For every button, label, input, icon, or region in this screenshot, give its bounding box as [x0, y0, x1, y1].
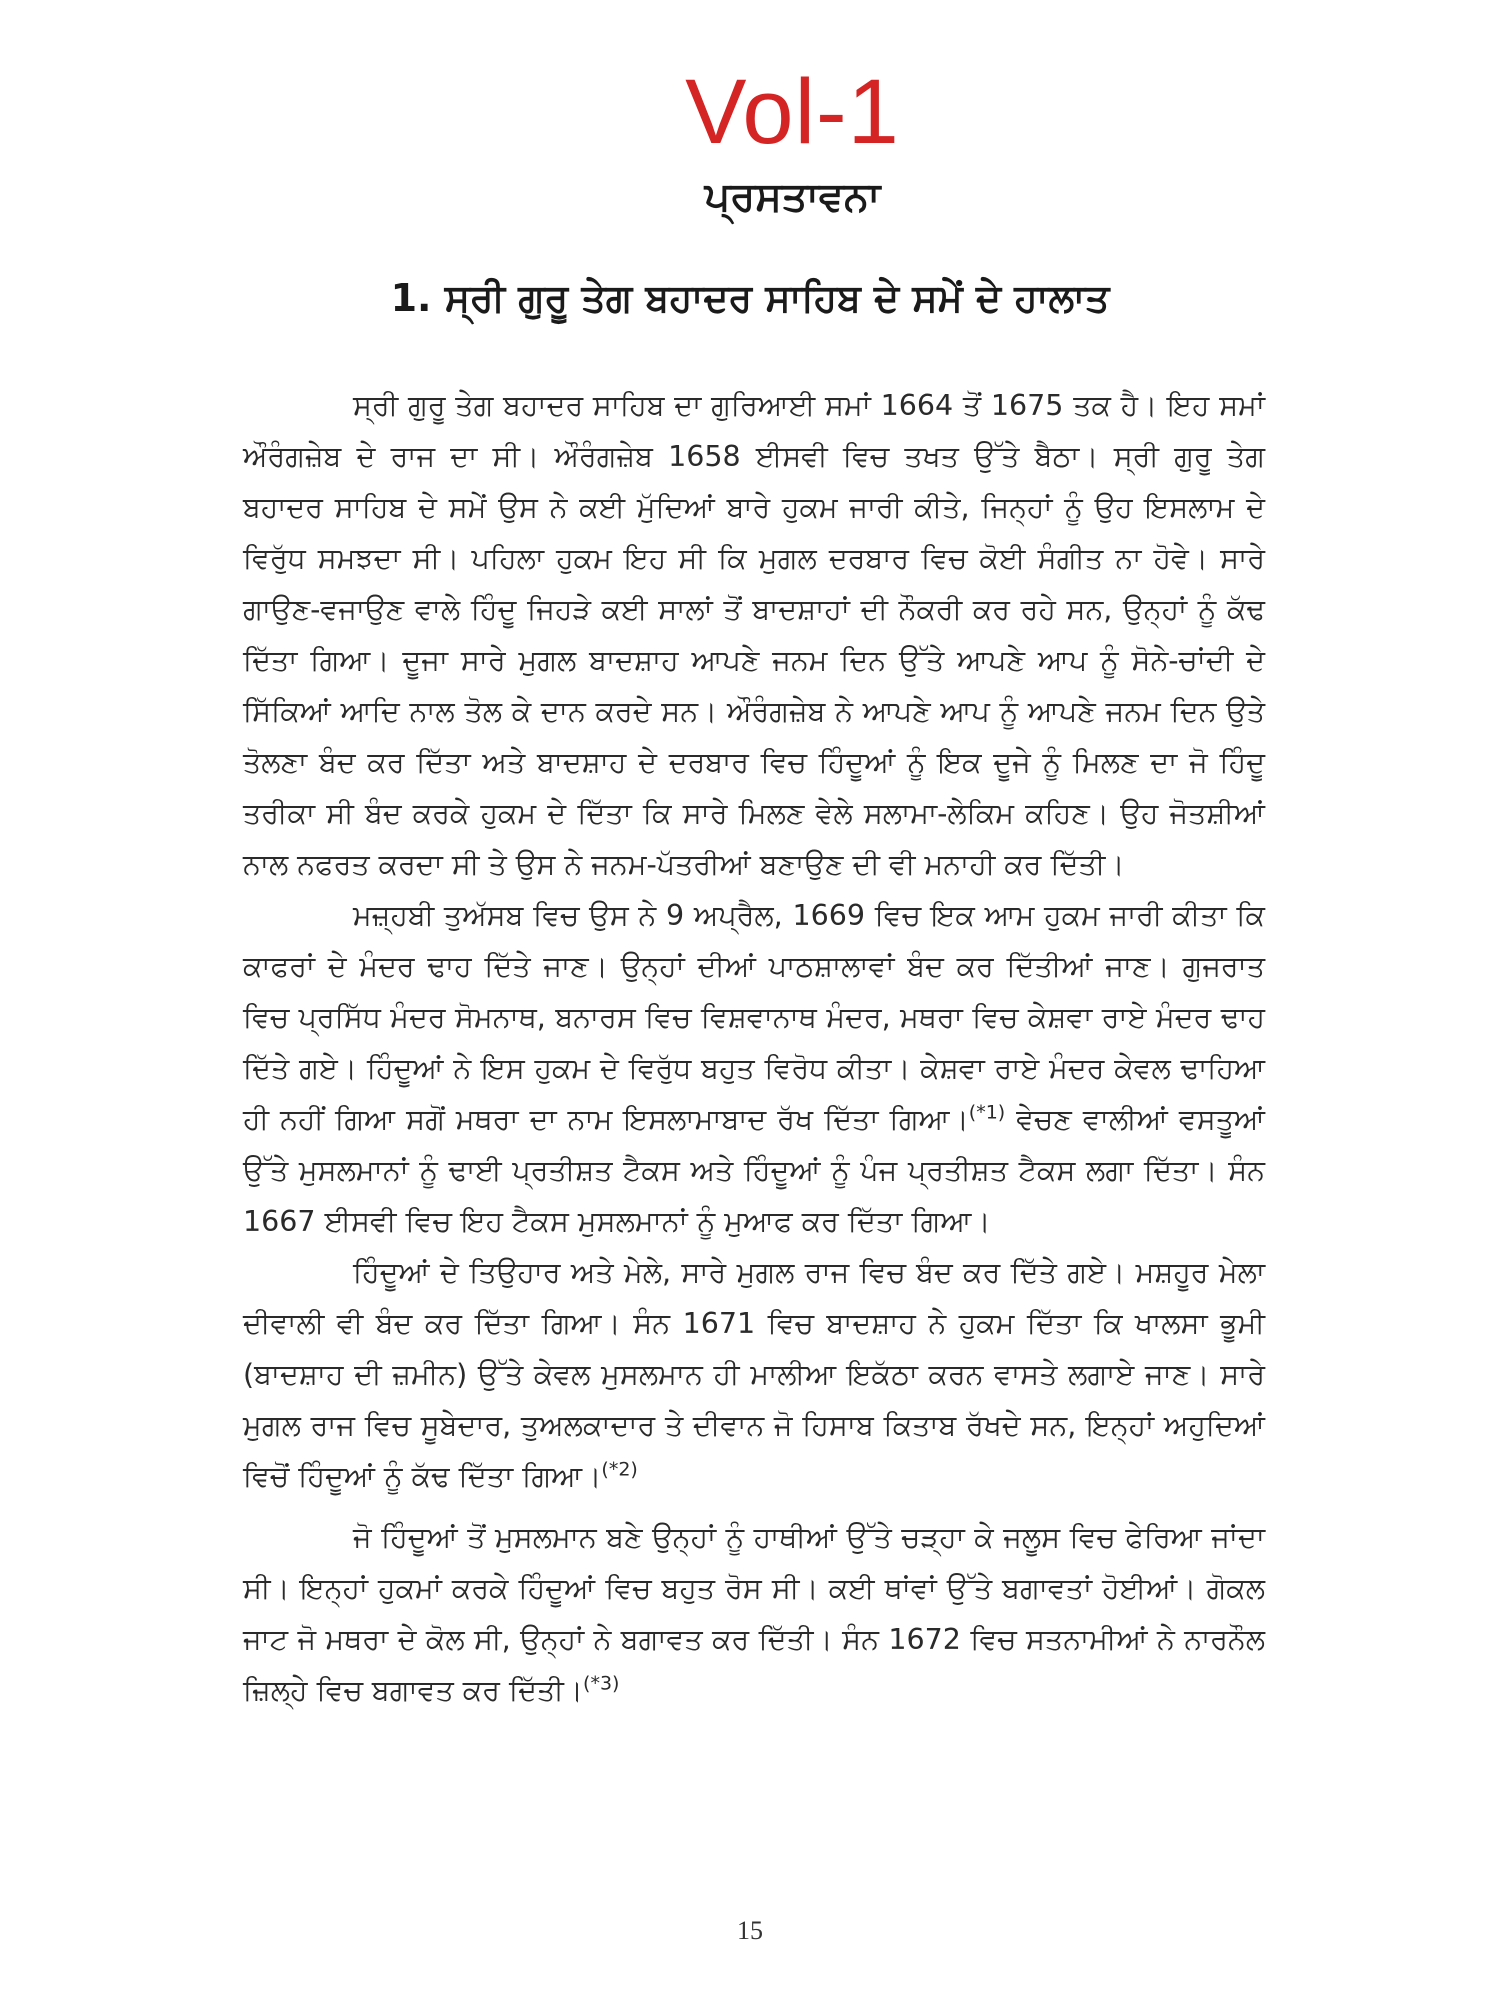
body-text	[243, 380, 1265, 1716]
paragraph-4	[243, 1512, 1265, 1716]
footnote-marker-1: (*1)	[968, 1101, 1006, 1124]
paragraph-3	[243, 1247, 1265, 1502]
footnote-marker-2: (*2)	[601, 1458, 638, 1481]
paragraph-4-text: ਜੋ ਹਿੰਦੂਆਂ ਤੋਂ ਮੁਸਲਮਾਨ ਬਣੇ ਉਨ੍ਹਾਂ ਨੂੰ ਹਾਥੀਆਂ ਉੱਤੇ ਚੜ੍ਹਾ ਕੇ ਜਲੂਸ ਵਿਚ ਫੇਰਿਆ ਜਾਂਦਾ ਸੀ। ਇਨ੍ਹਾਂ ਹੁਕਮਾਂ ਕਰਕੇ ਹਿੰਦੂਆਂ ਵਿਚ ਬਹੁਤ ਰੋਸ ਸੀ। ਕਈ ਥਾਂਵਾਂ ਉੱਤੇ ਬਗਾਵਤਾਂ ਹੋਈਆਂ। ਗੋਕਲ ਜਾਟ ਜੋ ਮਥਰਾ ਦੇ ਕੋਲ ਸੀ, ਉਨ੍ਹਾਂ ਨੇ ਬਗਾਵਤ ਕਰ ਦਿੱਤੀ। ਸੰਨ 1672 ਵਿਚ ਸਤਨਾਮੀਆਂ ਨੇ ਨਾਰਨੌਲ ਜ਼ਿਲ੍ਹੇ ਵਿਚ ਬਗਾਵਤ ਕਰ ਦਿੱਤੀ।	[243, 1521, 1265, 1707]
section-heading: ਪ੍ਰਸਤਾਵਨਾ	[704, 174, 881, 220]
footnote-marker-3: (*3)	[583, 1672, 620, 1695]
paragraph-2	[243, 890, 1265, 1247]
volume-label: Vol-1	[685, 61, 900, 163]
paragraph-3-text: ਹਿੰਦੂਆਂ ਦੇ ਤਿਉਹਾਰ ਅਤੇ ਮੇਲੇ, ਸਾਰੇ ਮੁਗਲ ਰਾਜ ਵਿਚ ਬੰਦ ਕਰ ਦਿੱਤੇ ਗਏ। ਮਸ਼ਹੂਰ ਮੇਲਾ ਦੀਵਾਲੀ ਵੀ ਬੰਦ ਕਰ ਦਿੱਤਾ ਗਿਆ। ਸੰਨ 1671 ਵਿਚ ਬਾਦਸ਼ਾਹ ਨੇ ਹੁਕਮ ਦਿੱਤਾ ਕਿ ਖਾਲਸਾ ਭੂਮੀ (ਬਾਦਸ਼ਾਹ ਦੀ ਜ਼ਮੀਨ) ਉੱਤੇ ਕੇਵਲ ਮੁਸਲਮਾਨ ਹੀ ਮਾਲੀਆ ਇਕੱਠਾ ਕਰਨ ਵਾਸਤੇ ਲਗਾਏ ਜਾਣ। ਸਾਰੇ ਮੁਗਲ ਰਾਜ ਵਿਚ ਸੂਬੇਦਾਰ, ਤੁਅਲਕਾਦਾਰ ਤੇ ਦੀਵਾਨ ਜੋ ਹਿਸਾਬ ਕਿਤਾਬ ਰੱਖਦੇ ਸਨ, ਇਨ੍ਹਾਂ ਅਹੁਦਿਆਂ ਵਿਚੋਂ ਹਿੰਦੂਆਂ ਨੂੰ ਕੱਢ ਦਿੱਤਾ ਗਿਆ।	[243, 1256, 1265, 1493]
page-number: 15	[737, 1916, 763, 1945]
paragraph-1	[243, 380, 1265, 890]
chapter-title: 1. ਸ੍ਰੀ ਗੁਰੂ ਤੇਗ ਬਹਾਦਰ ਸਾਹਿਬ ਦੇ ਸਮੇਂ ਦੇ ਹਾਲਾਤ	[390, 276, 1110, 320]
paragraph-1-text: ਸ੍ਰੀ ਗੁਰੂ ਤੇਗ ਬਹਾਦਰ ਸਾਹਿਬ ਦਾ ਗੁਰਿਆਈ ਸਮਾਂ 1664 ਤੋਂ 1675 ਤਕ ਹੈ। ਇਹ ਸਮਾਂ ਔਰੰਗਜ਼ੇਬ ਦੇ ਰਾਜ ਦਾ ਸੀ। ਔਰੰਗਜ਼ੇਬ 1658 ਈਸਵੀ ਵਿਚ ਤਖਤ ਉੱਤੇ ਬੈਠਾ। ਸ੍ਰੀ ਗੁਰੂ ਤੇਗ ਬਹਾਦਰ ਸਾਹਿਬ ਦੇ ਸਮੇਂ ਉਸ ਨੇ ਕਈ ਮੁੱਦਿਆਂ ਬਾਰੇ ਹੁਕਮ ਜਾਰੀ ਕੀਤੇ, ਜਿਨ੍ਹਾਂ ਨੂੰ ਉਹ ਇਸਲਾਮ ਦੇ ਵਿਰੁੱਧ ਸਮਝਦਾ ਸੀ। ਪਹਿਲਾ ਹੁਕਮ ਇਹ ਸੀ ਕਿ ਮੁਗਲ ਦਰਬਾਰ ਵਿਚ ਕੋਈ ਸੰਗੀਤ ਨਾ ਹੋਵੇ। ਸਾਰੇ ਗਾਉਣ-ਵਜਾਉਣ ਵਾਲੇ ਹਿੰਦੂ ਜਿਹੜੇ ਕਈ ਸਾਲਾਂ ਤੋਂ ਬਾਦਸ਼ਾਹਾਂ ਦੀ ਨੌਕਰੀ ਕਰ ਰਹੇ ਸਨ, ਉਨ੍ਹਾਂ ਨੂੰ ਕੱਢ ਦਿੱਤਾ ਗਿਆ। ਦੂਜਾ ਸਾਰੇ ਮੁਗਲ ਬਾਦਸ਼ਾਹ ਆਪਣੇ ਜਨਮ ਦਿਨ ਉੱਤੇ ਆਪਣੇ ਆਪ ਨੂੰ ਸੋਨੇ-ਚਾਂਦੀ ਦੇ ਸਿੱਕਿਆਂ ਆਦਿ ਨਾਲ ਤੋਲ ਕੇ ਦਾਨ ਕਰਦੇ ਸਨ। ਔਰੰਗਜ਼ੇਬ ਨੇ ਆਪਣੇ ਆਪ ਨੂੰ ਆਪਣੇ ਜਨਮ ਦਿਨ ਉਤੇ ਤੋਲਣਾ ਬੰਦ ਕਰ ਦਿੱਤਾ ਅਤੇ ਬਾਦਸ਼ਾਹ ਦੇ ਦਰਬਾਰ ਵਿਚ ਹਿੰਦੂਆਂ ਨੂੰ ਇਕ ਦੂਜੇ ਨੂੰ ਮਿਲਣ ਦਾ ਜੋ ਹਿੰਦੂ ਤਰੀਕਾ ਸੀ ਬੰਦ ਕਰਕੇ ਹੁਕਮ ਦੇ ਦਿੱਤਾ ਕਿ ਸਾਰੇ ਮਿਲਣ ਵੇਲੇ ਸਲਾਮਾ-ਲੇਕਿਮ ਕਹਿਣ। ਉਹ ਜੋਤਸ਼ੀਆਂ ਨਾਲ ਨਫਰਤ ਕਰਦਾ ਸੀ ਤੇ ਉਸ ਨੇ ਜਨਮ-ਪੱਤਰੀਆਂ ਬਣਾਉਣ ਦੀ ਵੀ ਮਨਾਹੀ ਕਰ ਦਿੱਤੀ।	[243, 389, 1265, 881]
paragraph-2-text: ਮਜ਼੍ਹਬੀ ਤੁਅੱਸਬ ਵਿਚ ਉਸ ਨੇ 9 ਅਪ੍ਰੈਲ, 1669 ਵਿਚ ਇਕ ਆਮ ਹੁਕਮ ਜਾਰੀ ਕੀਤਾ ਕਿ ਕਾਫਰਾਂ ਦੇ ਮੰਦਰ ਢਾਹ ਦਿੱਤੇ ਜਾਣ। ਉਨ੍ਹਾਂ ਦੀਆਂ ਪਾਠਸ਼ਾਲਾਵਾਂ ਬੰਦ ਕਰ ਦਿੱਤੀਆਂ ਜਾਣ। ਗੁਜਰਾਤ ਵਿਚ ਪ੍ਰਸਿੱਧ ਮੰਦਰ ਸੋਮਨਾਥ, ਬਨਾਰਸ ਵਿਚ ਵਿਸ਼ਵਾਨਾਥ ਮੰਦਰ, ਮਥਰਾ ਵਿਚ ਕੇਸ਼ਵਾ ਰਾਏ ਮੰਦਰ ਢਾਹ ਦਿੱਤੇ ਗਏ। ਹਿੰਦੂਆਂ ਨੇ ਇਸ ਹੁਕਮ ਦੇ ਵਿਰੁੱਧ ਬਹੁਤ ਵਿਰੋਧ ਕੀਤਾ। ਕੇਸ਼ਵਾ ਰਾਏ ਮੰਦਰ ਕੇਵਲ ਢਾਹਿਆ ਹੀ ਨਹੀਂ ਗਿਆ ਸਗੋਂ ਮਥਰਾ ਦਾ ਨਾਮ ਇਸਲਾਮਾਬਾਦ ਰੱਖ ਦਿੱਤਾ ਗਿਆ।	[243, 899, 1265, 1136]
paragraph-2-continuation: ਵੇਚਣ ਵਾਲੀਆਂ ਵਸਤੂਆਂ ਉੱਤੇ ਮੁਸਲਮਾਨਾਂ ਨੂੰ ਢਾਈ ਪ੍ਰਤੀਸ਼ਤ ਟੈਕਸ ਅਤੇ ਹਿੰਦੂਆਂ ਨੂੰ ਪੰਜ ਪ੍ਰਤੀਸ਼ਤ ਟੈਕਸ ਲਗਾ ਦਿੱਤਾ। ਸੰਨ 1667 ਈਸਵੀ ਵਿਚ ਇਹ ਟੈਕਸ ਮੁਸਲਮਾਨਾਂ ਨੂੰ ਮੁਆਫ ਕਰ ਦਿੱਤਾ ਗਿਆ।	[243, 1103, 1266, 1238]
